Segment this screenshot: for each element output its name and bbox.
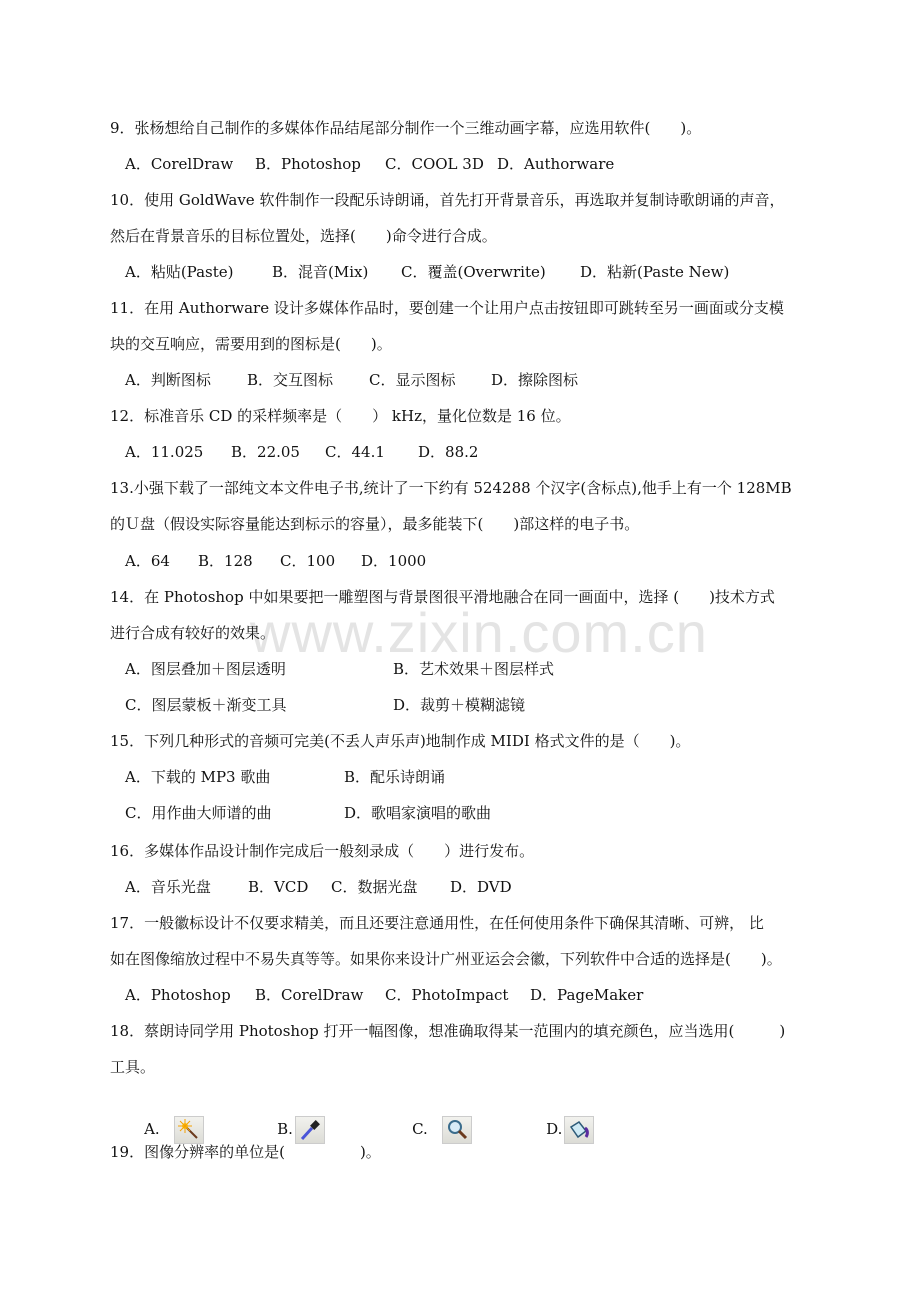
magic-wand-icon xyxy=(174,1116,204,1144)
option-d: D．88.2 xyxy=(418,443,479,461)
question-17: 17．一般徽标设计不仅要求精美，而且还要注意通用性，在任何使用条件下确保其清晰、可辨， 比 xyxy=(110,914,764,932)
option-d-label: D. xyxy=(546,1120,563,1138)
question-18-cont: 工具。 xyxy=(110,1058,156,1076)
option-b: B．配乐诗朗诵 xyxy=(344,768,446,786)
watermark: www.zixin.com.cn xyxy=(250,601,708,664)
question-11: 11．在用 Authorware 设计多媒体作品时，要创建一个让用户点击按钮即可跳转至另一画面或分支模 xyxy=(110,299,784,317)
option-d: D．Authorware xyxy=(497,155,615,173)
option-a: A．判断图标 xyxy=(125,371,211,389)
option-b: B．128 xyxy=(198,552,253,570)
option-c: C．44.1 xyxy=(325,443,385,461)
question-14: 14．在 Photoshop 中如果要把一雕塑图与背景图很平滑地融合在同一画面中，选择 ( )技术方式 xyxy=(110,588,775,606)
eyedropper-icon xyxy=(295,1116,325,1144)
option-a: A．下载的 MP3 歌曲 xyxy=(125,768,271,786)
option-b-label: B. xyxy=(277,1120,293,1138)
option-d: D．PageMaker xyxy=(530,986,644,1004)
option-a-label: A. xyxy=(144,1120,160,1138)
question-10: 10．使用 GoldWave 软件制作一段配乐诗朗诵，首先打开背景音乐，再选取并复制诗歌朗诵的声音， xyxy=(110,191,785,209)
option-a: A．11.025 xyxy=(125,443,204,461)
option-d: D．DVD xyxy=(450,878,512,896)
question-15: 15．下列几种形式的音频可完美(不丢人声乐声)地制作成 MIDI 格式文件的是（ )。 xyxy=(110,732,691,750)
question-16: 16．多媒体作品设计制作完成后一般刻录成（ ）进行发布。 xyxy=(110,842,535,860)
option-d: D．1000 xyxy=(361,552,427,570)
option-b: B．艺术效果＋图层样式 xyxy=(393,660,555,678)
option-b: B．交互图标 xyxy=(247,371,334,389)
option-a: A．Photoshop xyxy=(125,986,231,1004)
option-c: C．PhotoImpact xyxy=(385,986,509,1004)
option-b: B．混音(Mix) xyxy=(272,263,369,281)
question-19: 19．图像分辨率的单位是( )。 xyxy=(110,1143,381,1161)
option-d: D．裁剪＋模糊滤镜 xyxy=(393,696,526,714)
option-b: B．VCD xyxy=(248,878,309,896)
option-d: D．擦除图标 xyxy=(491,371,579,389)
option-c: C．用作曲大师谱的曲 xyxy=(125,804,272,822)
option-b: B．22.05 xyxy=(231,443,300,461)
option-b: B．CorelDraw xyxy=(255,986,364,1004)
option-a: A．64 xyxy=(125,552,170,570)
option-d xyxy=(527,1096,594,1164)
question-9: 9．张杨想给自己制作的多媒体作品结尾部分制作一个三维动画字幕，应选用软件( )。 xyxy=(110,119,702,137)
option-c: C．COOL 3D xyxy=(385,155,484,173)
option-a: A．粘贴(Paste) xyxy=(125,263,234,281)
zoom-magnifier-icon xyxy=(442,1116,472,1144)
option-d: D．歌唱家演唱的歌曲 xyxy=(344,804,492,822)
option-c: C．覆盖(Overwrite) xyxy=(401,263,546,281)
question-12: 12．标准音乐 CD 的采样频率是（ ） kHz，量化位数是 16 位。 xyxy=(110,407,571,425)
option-c xyxy=(393,1096,472,1164)
option-c: C．显示图标 xyxy=(369,371,456,389)
option-d: D．粘新(Paste New) xyxy=(580,263,730,281)
question-13-cont: 的Ｕ盘（假设实际容量能达到标示的容量），最多能装下( )部这样的电子书。 xyxy=(110,515,640,533)
question-17-cont: 如在图像缩放过程中不易失真等等。如果你来设计广州亚运会会徽，下列软件中合适的选择是( )。 xyxy=(110,950,782,968)
option-a: A．CorelDraw xyxy=(125,155,234,173)
question-11-cont: 块的交互响应，需要用到的图标是( )。 xyxy=(110,335,392,353)
option-c: C．数据光盘 xyxy=(331,878,418,896)
option-a: A．音乐光盘 xyxy=(125,878,211,896)
question-13: 13.小强下载了一部纯文本文件电子书,统计了一下约有 524288 个汉字(含标点),他手上有一个 128MB xyxy=(110,479,792,497)
option-b: B．Photoshop xyxy=(255,155,361,173)
question-18: 18．蔡朗诗同学用 Photoshop 打开一幅图像，想准确取得某一范围内的填充颜色，应当选用( ) xyxy=(110,1022,786,1040)
option-a: A．图层叠加＋图层透明 xyxy=(125,660,286,678)
option-c: C．图层蒙板＋渐变工具 xyxy=(125,696,287,714)
paint-bucket-icon xyxy=(564,1116,594,1144)
question-10-cont: 然后在背景音乐的目标位置处，选择( )命令进行合成。 xyxy=(110,227,497,245)
option-c-label: C. xyxy=(412,1120,428,1138)
option-c: C．100 xyxy=(280,552,336,570)
question-14-cont: 进行合成有较好的效果。 xyxy=(110,624,276,642)
